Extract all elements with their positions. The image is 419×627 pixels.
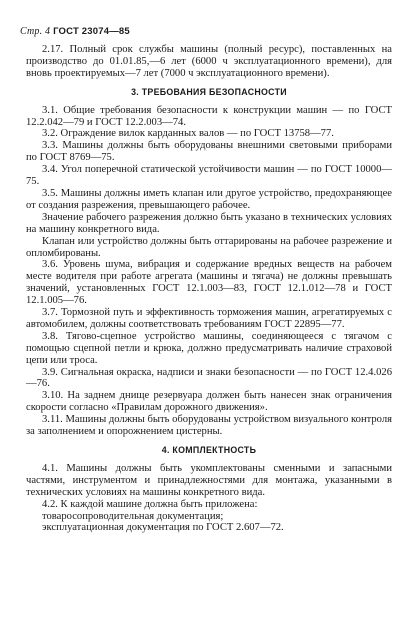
paragraph-4-2-item-1: товаросопроводительная документация; — [42, 510, 224, 522]
standard-designation: ГОСТ 23074—85 — [53, 26, 130, 37]
paragraph-3-7: 3.7. Тормозной путь и эффективность торможения машин, агрегатируемых с автомобилем, должны соответствовать требованиям ГОСТ 22895—77. — [26, 307, 392, 330]
page-header — [20, 26, 130, 37]
section-4-heading: 4. КОМПЛЕКТНОСТЬ — [161, 445, 257, 455]
paragraph-3-4: 3.4. Угол поперечной статической устойчивости машин — по ГОСТ 10000—75. — [26, 164, 392, 188]
document-body — [26, 44, 392, 534]
paragraph-3-5-value: Значение рабочего разрежения должно быть указано в технических условиях на машину конкретного вида. — [26, 211, 392, 235]
paragraph-4-1: 4.1. Машины должны быть укомплектованы сменными и запасными частями, инструментом и принадлежностями для монтажа, указанными в технических условиях на машины конкретного вида. — [26, 462, 392, 498]
paragraph-3-5-valve: Клапан или устройство должны быть оттарированы на рабочее разрежение и опломбированы. — [26, 235, 392, 259]
paragraph-2-17: 2.17. Полный срок службы машины (полный ресурс), поставленных на производство до 01.01.85,—6 лет (6000 ч эксплуатационного времени), для вновь проектируемых—7 лет (7000 ч эксплуатационного времени). — [26, 44, 392, 79]
page-number: Стр. 4 — [20, 26, 51, 37]
paragraph-3-2: 3.2. Ограждение вилок карданных валов — по ГОСТ 13758—77. — [42, 128, 334, 140]
paragraph-3-1: 3.1. Общие требования безопасности к конструкции машин — по ГОСТ 12.2.042—79 и ГОСТ 12.2.003—74. — [26, 104, 392, 128]
paragraph-3-5: 3.5. Машины должны иметь клапан или другое устройство, предохраняющее от создания разрежения, превышающего рабочее. — [26, 187, 392, 211]
paragraph-3-6: 3.6. Уровень шума, вибрация и содержание вредных веществ на рабочем месте водителя при работе агрегата (машины и тягача) не должны превышать значений, установленных ГОСТ 12.1.003—83, ГОСТ 12.1.012—78 и ГОСТ 12.1.005—76. — [26, 259, 392, 307]
section-3-heading: 3. ТРЕБОВАНИЯ БЕЗОПАСНОСТИ — [131, 86, 287, 97]
paragraph-3-3: 3.3. Машины должны быть оборудованы внешними световыми приборами по ГОСТ 8769—75. — [26, 140, 392, 164]
paragraph-4-2-item-2: эксплуатационная документация по ГОСТ 2.607—72. — [42, 522, 284, 534]
paragraph-4-2: 4.2. К каждой машине должна быть приложена: — [42, 498, 258, 510]
paragraph-3-8: 3.8. Тягово-сцепное устройство машины, соединяющееся с тягачом с помощью сцепной петли и крюка, должно предусматривать наличие страховой цепи или троса. — [26, 330, 392, 366]
paragraph-3-11: 3.11. Машины должны быть оборудованы устройством визуального контроля за заполнением и опорожнением цистерны. — [26, 414, 392, 438]
paragraph-3-10: 3.10. На заднем днище резервуара должен быть нанесен знак ограничения скорости согласно «Правилам дорожного движения». — [26, 390, 392, 414]
paragraph-3-9: 3.9. Сигнальная окраска, надписи и знаки безопасности — по ГОСТ 12.4.026—76. — [26, 366, 392, 390]
